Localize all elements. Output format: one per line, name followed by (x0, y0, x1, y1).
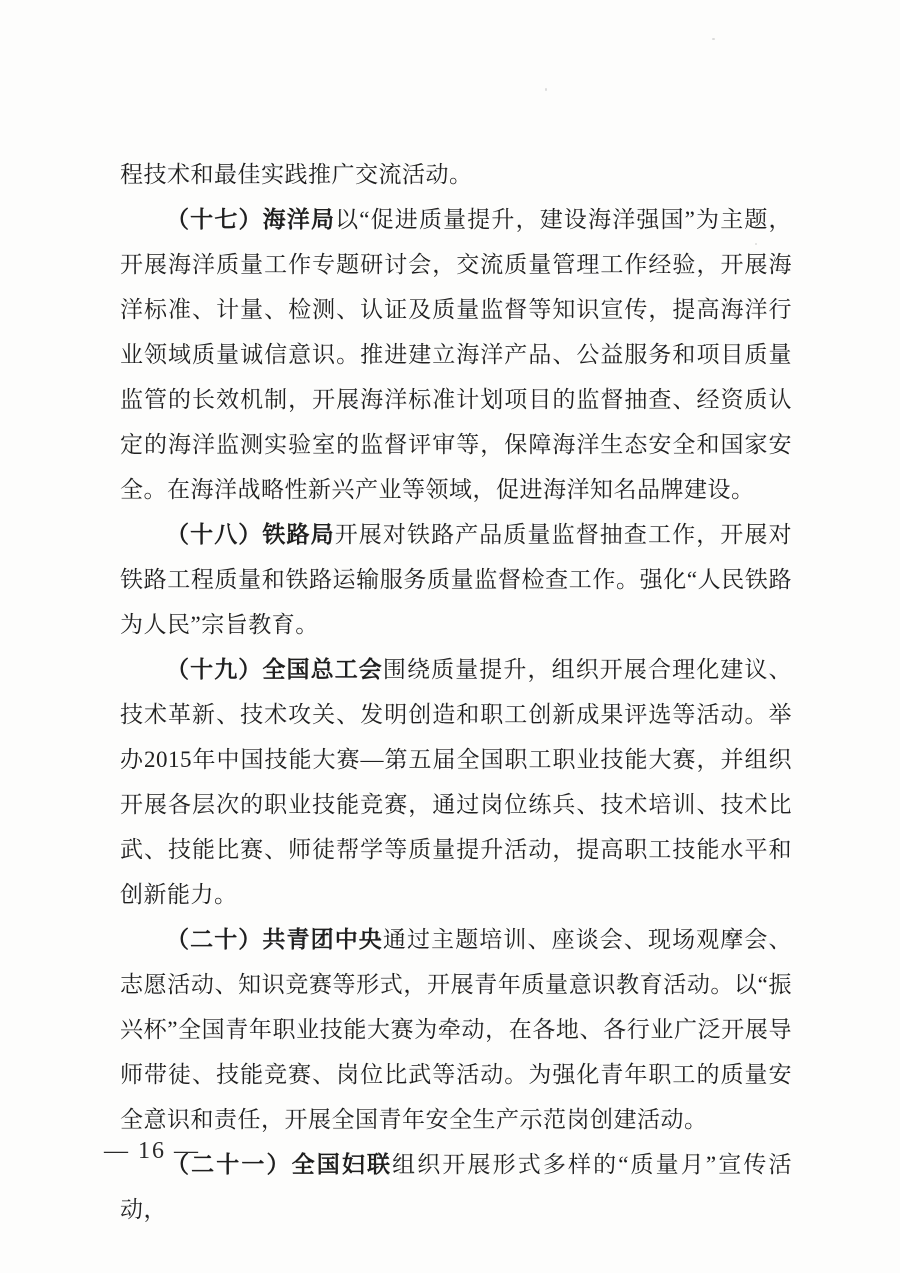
paragraph-body: 以“促进质量提升，建设海洋强国”为主题，开展海洋质量工作专题研讨会，交流质量管理工作经验，开展海洋标准、计量、检测、认证及质量监督等知识宣传，提高海洋行业领域质量诚信意识。推进建立海洋产品、公益服务和项目质量监管的长效机制，开展海洋标准计划项目的监督抽查、经资质认定的海洋监测实验室的监督评审等，保障海洋生态安全和国家安全。在海洋战略性新兴产业等领域，促进海洋知名品牌建设。 (120, 207, 793, 502)
section-20-heading: （二十）共青团中央 (166, 926, 383, 952)
paragraph-body: 开展对铁路产品质量监督抽查工作，开展对铁路工程质量和铁路运输服务质量监督检查工作。强化“人民铁路为人民”宗旨教育。 (120, 522, 793, 637)
section-18-heading: （十八）铁路局 (166, 521, 335, 547)
section-19-heading: （十九）全国总工会 (166, 656, 383, 682)
paragraph-body: 组织开展形式多样的“质量月”宣传活动， (120, 1152, 792, 1222)
paragraph-body: 围绕质量提升，组织开展合理化建议、技术革新、技术攻关、发明创造和职工创新成果评选等活动。举办2015年中国技能大赛—第五届全国职工职业技能大赛，并组织开展各层次的职业技能竞赛，通过岗位练兵、技术培训、技术比武、技能比赛、师徒帮学等质量提升活动，提高职工技能水平和创新能力。 (120, 657, 793, 907)
section-17-heading: （十七）海洋局 (166, 206, 336, 232)
scan-speck (545, 88, 547, 91)
paragraph-continuation (120, 152, 792, 197)
paragraph-section-21 (120, 1142, 792, 1232)
paragraph-body: 通过主题培训、座谈会、现场观摩会、志愿活动、知识竞赛等形式，开展青年质量意识教育活动。以“振兴杯”全国青年职业技能大赛为牵动，在各地、各行业广泛开展导师带徒、技能竞赛、岗位比武等活动。为强化青年职工的质量安全意识和责任，开展全国青年安全生产示范岗创建活动。 (120, 927, 793, 1132)
section-21-heading: （二十一）全国妇联 (166, 1151, 393, 1177)
paragraph-section-20 (120, 917, 792, 1142)
paragraph-body: 程技术和最佳实践推广交流活动。 (120, 162, 473, 187)
paragraph-section-19 (120, 647, 792, 917)
document-text-block (120, 152, 792, 1232)
paragraph-section-18 (120, 512, 792, 647)
paragraph-section-17 (120, 197, 792, 512)
page-number: — 16 — (104, 1138, 200, 1164)
scan-speck (712, 38, 715, 40)
scan-speck (755, 243, 757, 245)
